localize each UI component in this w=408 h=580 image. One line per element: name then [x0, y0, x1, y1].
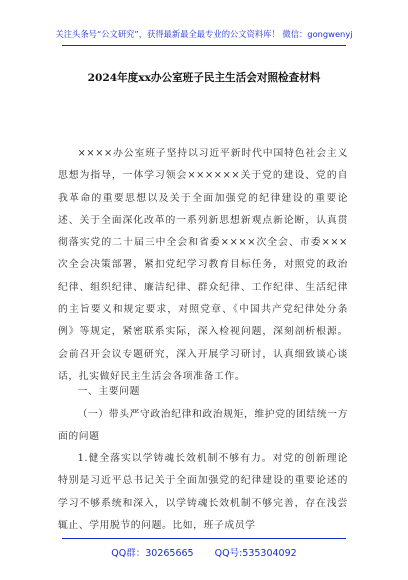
promo-header: 关注头条号“公文研究”，获得最新最全最专业的公文资料库！ 微信：gongwenyj: [55, 29, 353, 39]
header-divider: [62, 45, 346, 46]
problem-paragraph: 1.健全落实以学铸魂长效机制不够有力。对党的创新理论特别是习近平总书记关于全面加强党的纪律建设的重要论述的学习不够系统和深入，以学铸魂长效机制不够完善，存在浅尝辄止、学用脱节的问题。比如，班子成员学: [58, 453, 348, 531]
qq-number-text: QQ号:535304092: [214, 548, 297, 559]
intro-paragraph: ××××办公室班子坚持以习近平新时代中国特色社会主义思想为指导，一体学习领会××××××关于党的建设、党的自我革命的重要思想以及关于全面加强党的纪律建设的重要论述、关于全面深化改革的一系列新思想新观点新论断，认真贯彻落实党的二十届三中全会和省委××××次全会、市委×××次全会决策部署，紧扣党纪学习教育目标任务，对照党的政治纪律、组织纪律、廉洁纪律、群众纪律、工作纪律、生活纪律的主旨要义和规定要求，对照党章、《中国共产党纪律处分条例》等规定，紧密联系实际，深入检视问题，深刻剖析根源。会前召开会议专题研究，深入开展学习研讨，认真细致谈心谈话，扎实做好民主生活会各项准备工作。: [58, 148, 348, 382]
contact-footer: [0, 545, 408, 559]
document-title: 2024年度xx办公室班子民主生活会对照检查材料: [87, 72, 321, 84]
subsection-heading: （一）带头严守政治纪律和政治规矩，维护党的团结统一方面的问题: [58, 409, 348, 443]
footer-divider: [62, 538, 346, 539]
qq-group-text: QQ群：30265665: [111, 548, 194, 559]
section-heading: 一、主要问题: [77, 386, 140, 397]
